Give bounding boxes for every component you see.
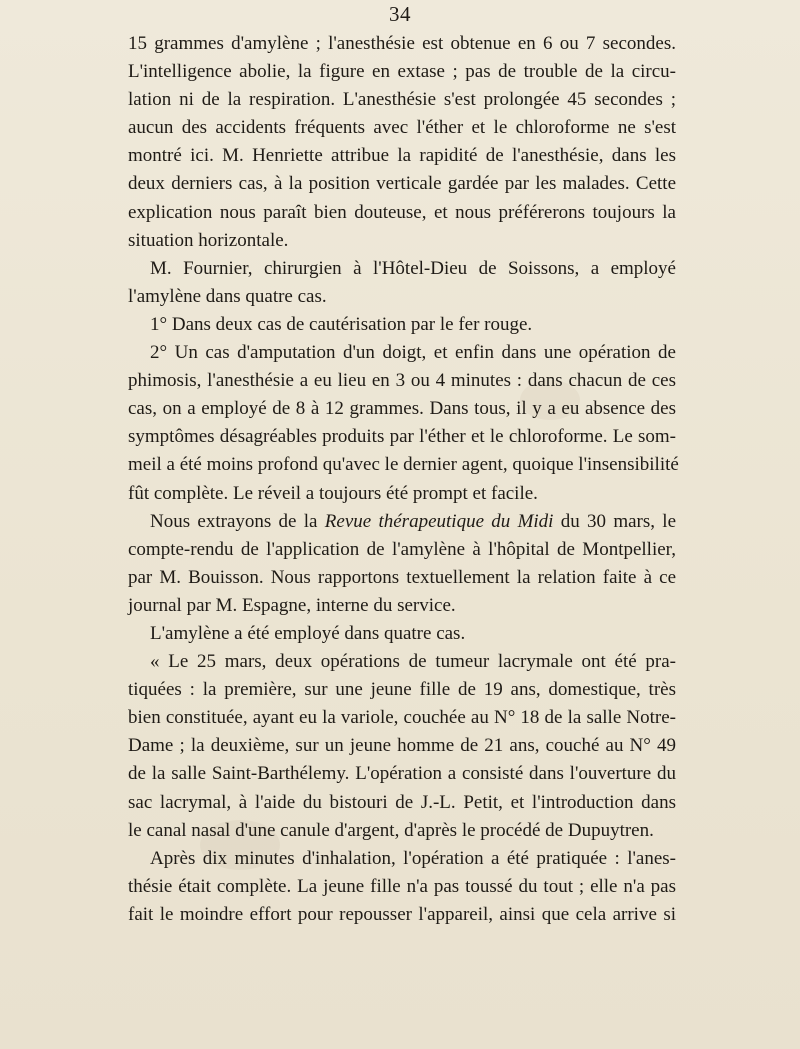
text-line: de la salle Saint-Barthélemy. L'opération a consisté dans l'ouverture du [128,763,676,785]
text-line: deux derniers cas, à la position verticale gardée par les malades. Cette [128,173,676,195]
text-segment: du 30 mars, le [560,510,677,532]
text-line: M. Fournier, chirurgien à l'Hôtel-Dieu de Soissons, a employé [150,257,676,279]
text-line: tiquées : la première, sur une jeune fille de 19 ans, domestique, très [128,679,676,701]
text-line: fait le moindre effort pour repousser l'appareil, ainsi que cela arrive si [128,903,676,925]
text-line: phimosis, l'anesthésie a eu lieu en 3 ou 4 minutes : dans chacun de ces [128,370,676,392]
text-line: L'intelligence abolie, la figure en extase ; pas de trouble de la circu- [128,61,676,83]
text-line: Dame ; la deuxième, sur un jeune homme de 21 ans, couché au N° 49 [128,735,676,757]
text-line: 1° Dans deux cas de cautérisation par le fer rouge. [150,313,533,335]
text-line: lation ni de la respiration. L'anesthésie s'est prolongée 45 secondes ; [128,89,676,111]
text-line: « Le 25 mars, deux opérations de tumeur lacrymale ont été pra- [150,651,676,673]
text-line: aucun des accidents fréquents avec l'éther et le chloroforme ne s'est [128,117,676,139]
body-text [128,30,679,929]
text-line: 15 grammes d'amylène ; l'anesthésie est obtenue en 6 ou 7 secondes. [128,33,676,54]
text-line: l'amylène dans quatre cas. [128,285,327,307]
page-number: 34 [389,2,411,26]
text-line: fût complète. Le réveil a toujours été prompt et facile. [128,482,538,504]
text-line: compte-rendu de l'application de l'amylène à l'hôpital de Montpellier, [128,538,676,560]
text-line: meil a été moins profond qu'avec le dernier agent, quoique l'insensibilité [128,454,679,476]
text-line: par M. Bouisson. Nous rapportons textuellement la relation faite à ce [128,566,676,588]
text-line: 2° Un cas d'amputation d'un doigt, et enfin dans une opération de [150,342,676,364]
text-line: situation horizontale. [128,229,289,251]
text-line: montré ici. M. Henriette attribue la rapidité de l'anesthésie, dans les [128,145,676,167]
text-line [128,508,676,536]
text-line: explication nous paraît bien douteuse, et nous préférerons toujours la [128,201,676,223]
text-line: symptômes désagréables produits par l'éther et le chloroforme. Le som- [128,426,676,448]
text-segment: Nous extrayons de la [150,510,318,532]
text-line: thésie était complète. La jeune fille n'a pas toussé du tout ; elle n'a pas [128,875,676,897]
journal-title: Revue thérapeutique du Midi [324,510,554,532]
text-line: journal par M. Espagne, interne du service. [128,594,456,616]
text-line: sac lacrymal, à l'aide du bistouri de J.-L. Petit, et l'introduction dans [128,791,676,813]
text-line: le canal nasal d'une canule d'argent, d'après le procédé de Dupuytren. [128,819,654,841]
text-line: L'amylène a été employé dans quatre cas. [150,622,466,644]
text-line: Après dix minutes d'inhalation, l'opération a été pratiquée : l'anes- [150,847,676,869]
text-line: cas, on a employé de 8 à 12 grammes. Dans tous, il y a eu absence des [128,398,676,420]
text-line: bien constituée, ayant eu la variole, couchée au N° 18 de la salle Notre- [128,707,676,729]
